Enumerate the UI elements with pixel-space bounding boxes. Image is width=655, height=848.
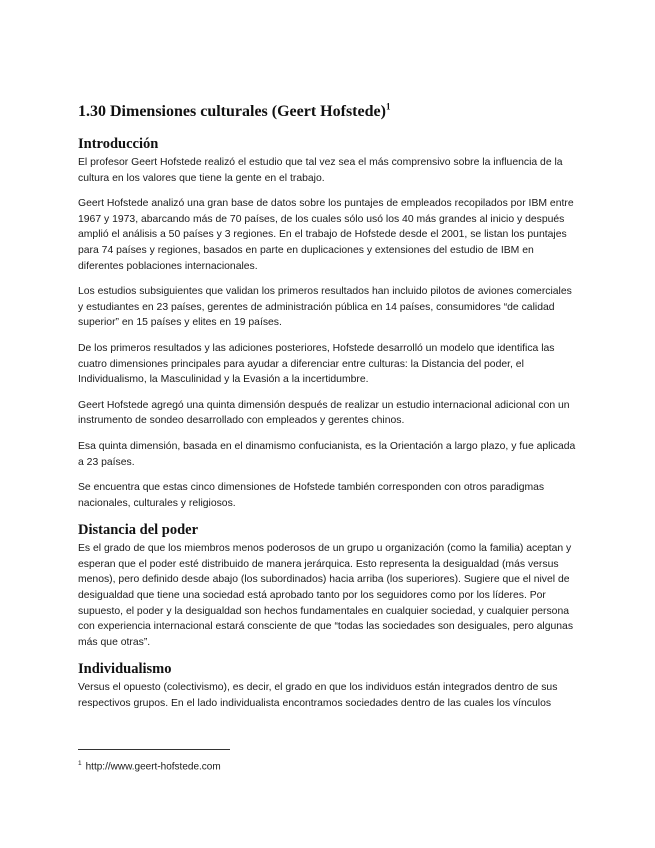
footnote-divider <box>78 749 230 750</box>
page-title <box>78 101 578 123</box>
footnote <box>78 757 221 774</box>
footnote-link[interactable]: http://www.geert-hofstede.com <box>85 761 221 773</box>
intro-paragraph-6: Esa quinta dimensión, basada en el dinamismo confucianista, es la Orientación a largo plazo, y fue aplicada a 23 países. <box>78 440 576 468</box>
intro-paragraph-7: Se encuentra que estas cinco dimensiones de Hofstede también corresponden con otros paradigmas nacionales, culturales y religiosos. <box>78 482 545 509</box>
power-paragraph-1: Es el grado de que los miembros menos poderosos de un grupo u organización (como la familia) aceptan y esperan que el poder esté distribuido de manera jerárquica. Esto representa la desigualdad (más versus menos), pero definido desde abajo (los subordinados) hacia arriba (los superiores). Sugiere que el nivel de desigualdad que tiene una sociedad está aprobado tanto por los seguidores como por los líderes. Por supuesto, el poder y la desigualdad son hechos fundamentales en cualquier sociedad, y cualquier persona con experiencia internacional estará consciente de que “todas las sociedades son desiguales, pero algunas más que otras”. <box>78 543 574 648</box>
page-title-text: 1.30 Dimensiones culturales (Geert Hofstede) <box>78 103 386 120</box>
intro-paragraph-1: El profesor Geert Hofstede realizó el estudio que tal vez sea el más comprensivo sobre la influencia de la cultura en los valores que tiene la gente en el trabajo. <box>78 157 563 184</box>
intro-paragraph-4: De los primeros resultados y las adiciones posteriores, Hofstede desarrolló un modelo que identifica las cuatro dimensiones principales para ayudar a diferenciar entre culturas: la Distancia del poder, el Individualismo, la Masculinidad y la Evasión a la incertidumbre. <box>78 342 555 386</box>
footnote-marker: 1 <box>78 760 82 767</box>
section-heading-introduccion: Introducción <box>78 136 159 152</box>
document-body <box>78 101 578 722</box>
intro-paragraph-5: Geert Hofstede agregó una quinta dimensión después de realizar un estudio internacional adicional con un instrumento de sondeo desarrollado con empleados y gerentes chinos. <box>78 399 570 427</box>
section-heading-distancia-del-poder: Distancia del poder <box>78 522 199 539</box>
section-heading-individualismo: Individualismo <box>78 661 172 678</box>
intro-paragraph-3: Los estudios subsiguientes que validan los primeros resultados han incluido pilotos de aviones comerciales y estudiantes en 23 países, gerentes de administración pública en 14 países, consumidores “de calidad superior” en 15 países y elites en 19 países. <box>78 286 572 329</box>
individualism-paragraph-1: Versus el opuesto (colectivismo), es decir, el grado en que los individuos están integrados dentro de sus respectivos grupos. En el lado individualista encontramos sociedades dentro de las cuales los vínculos <box>78 682 558 710</box>
title-footnote-marker[interactable]: 1 <box>385 101 391 112</box>
intro-paragraph-2: Geert Hofstede analizó una gran base de datos sobre los puntajes de empleados recopilados por IBM entre 1967 y 1973, abarcando más de 70 países, de los cuales sólo usó los 40 más grandes al inicio y después amplió el análisis a 50 países y 3 regiones. En el trabajo de Hofstede desde el 2001, se listan los puntajes para 74 países y regiones, basados en parte en duplicaciones y extensiones del estudio de IBM en diferentes poblaciones internacionales. <box>78 198 574 272</box>
